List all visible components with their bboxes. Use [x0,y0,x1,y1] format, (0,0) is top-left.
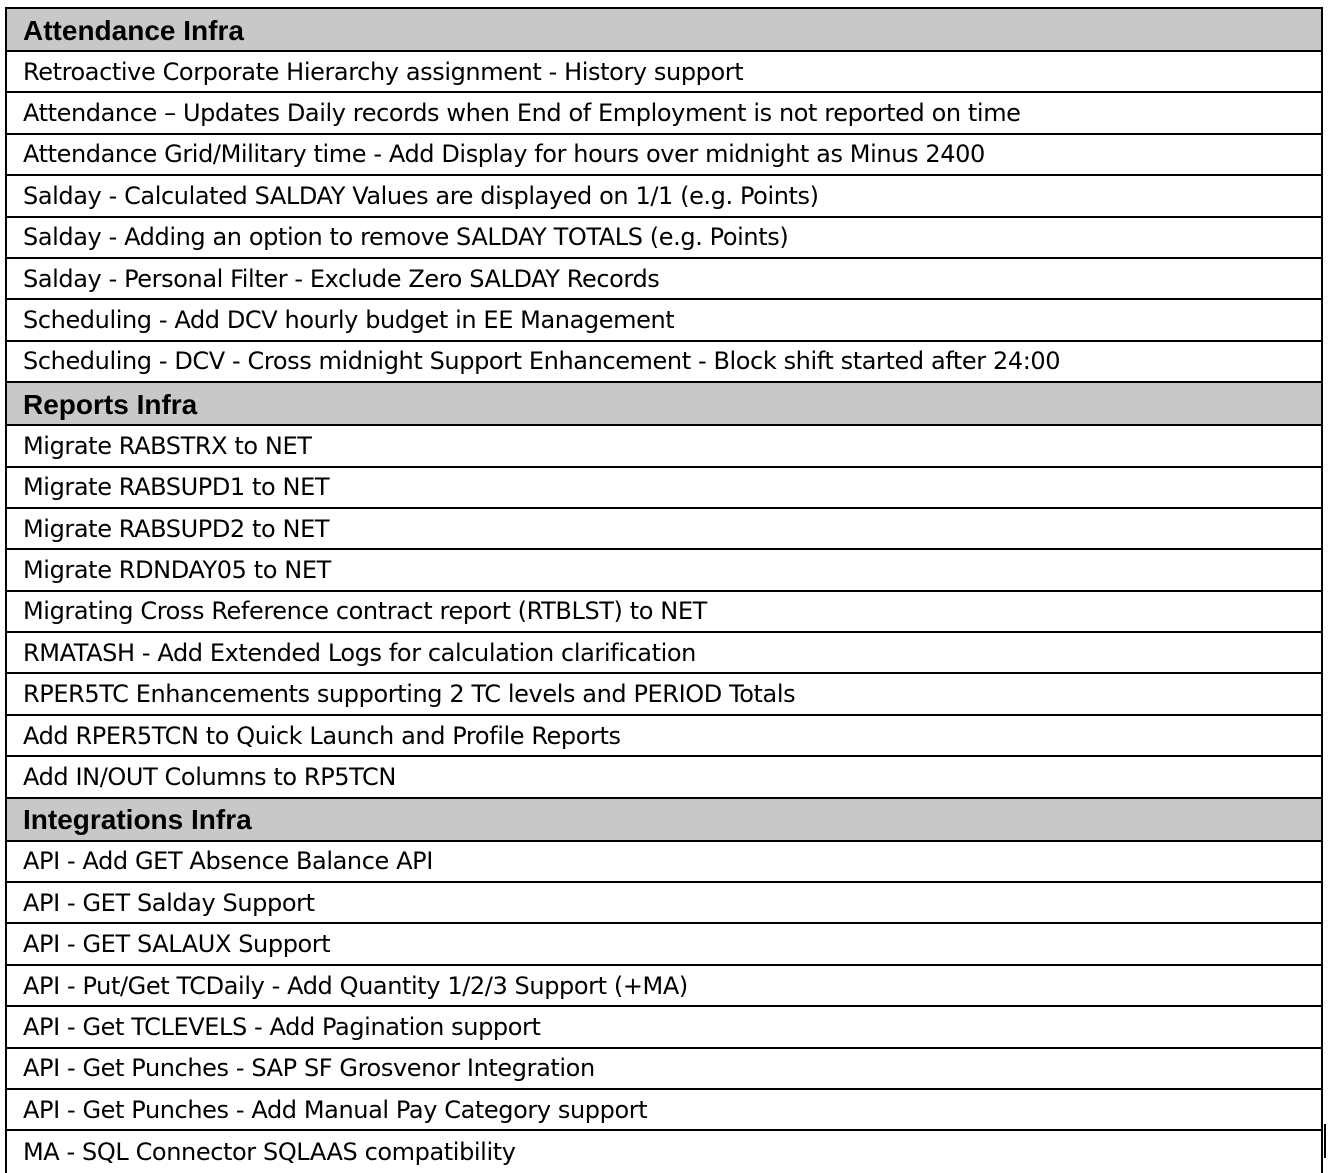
table-row: API - Put/Get TCDaily - Add Quantity 1/2/3 Support (+MA) [7,966,1321,1007]
table-row: Scheduling - DCV - Cross midnight Support Enhancement - Block shift started after 24:00 [7,342,1321,383]
feature-table [5,7,1323,1173]
table-row: API - Add GET Absence Balance API [7,842,1321,883]
table-row: Migrate RDNDAY05 to NET [7,550,1321,591]
table-row: MA - SQL Connector SQLAAS compatibility [23,1138,516,1167]
table-row: RPER5TC Enhancements supporting 2 TC levels and PERIOD Totals [7,674,1321,715]
table-row: API - Get Punches - SAP SF Grosvenor Integration [7,1049,1321,1090]
section-header-integrations-infra: Integrations Infra [7,799,1321,842]
table-row: Add IN/OUT Columns to RP5TCN [7,757,1321,798]
table-row: API - Get Punches - Add Manual Pay Category support [7,1090,1321,1131]
table-row: Add RPER5TCN to Quick Launch and Profile Reports [7,716,1321,757]
section-header-attendance-infra: Attendance Infra [7,9,1321,52]
table-row: API - Get TCLEVELS - Add Pagination support [7,1007,1321,1048]
table-row: Attendance – Updates Daily records when End of Employment is not reported on time [7,93,1321,134]
table-row: Salday - Calculated SALDAY Values are displayed on 1/1 (e.g. Points) [7,176,1321,217]
table-row: API - GET Salday Support [7,883,1321,924]
table-row: Scheduling - Add DCV hourly budget in EE Management [7,300,1321,341]
table-row: Migrating Cross Reference contract report (RTBLST) to NET [7,592,1321,633]
table-row: Salday - Adding an option to remove SALDAY TOTALS (e.g. Points) [7,218,1321,259]
table-row: Retroactive Corporate Hierarchy assignment - History support [7,52,1321,93]
text-cursor [1324,1124,1326,1158]
table-row: Salday - Personal Filter - Exclude Zero SALDAY Records [7,259,1321,300]
section-header-reports-infra: Reports Infra [7,383,1321,426]
table-row: Migrate RABSTRX to NET [7,426,1321,467]
table-row: API - GET SALAUX Support [7,924,1321,965]
table-row: Migrate RABSUPD1 to NET [7,468,1321,509]
table-row: Attendance Grid/Military time - Add Display for hours over midnight as Minus 2400 [7,135,1321,176]
table-row: RMATASH - Add Extended Logs for calculation clarification [7,633,1321,674]
table-row: Migrate RABSUPD2 to NET [7,509,1321,550]
